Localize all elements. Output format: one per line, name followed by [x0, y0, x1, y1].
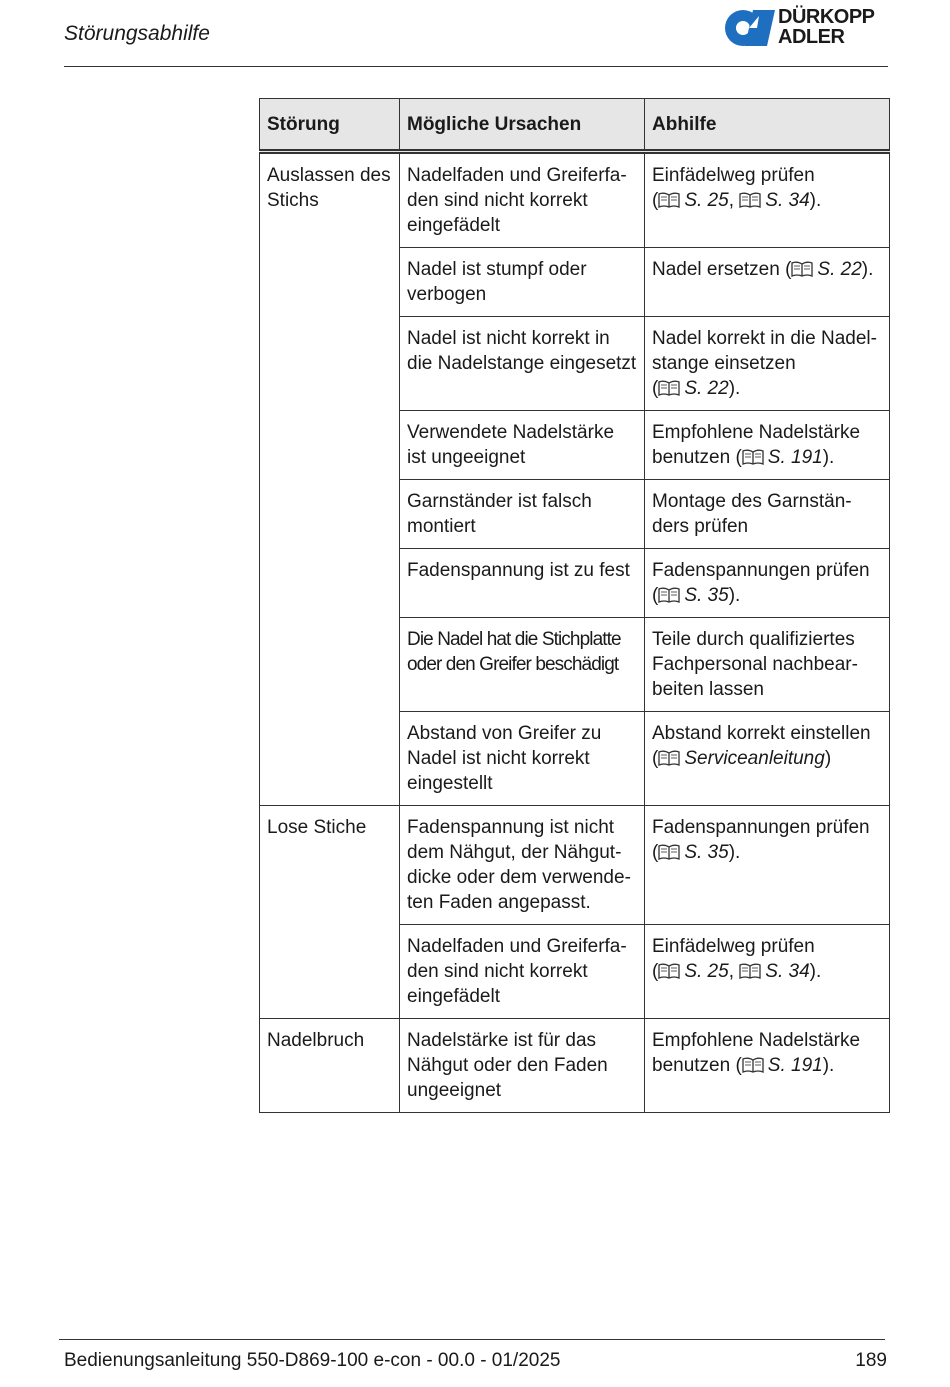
remedy-text: Teile durch qualifiziertes Fachpersonal nachbear-beiten lassen — [652, 629, 858, 700]
cause-cell — [400, 152, 645, 248]
remedy-text: Montage des Garnstän-ders prüfen — [652, 491, 852, 537]
remedy-cell — [645, 712, 890, 806]
brand-logo — [723, 6, 893, 50]
cause-text: Nadel ist nicht korrekt in die Nadelstange eingesetzt — [407, 328, 637, 374]
remedy-cell — [645, 549, 890, 618]
cause-text: Verwendete Nadelstärke ist ungeeignet — [407, 422, 615, 468]
page-reference[interactable]: ( S. 35). — [652, 842, 741, 863]
book-reference-icon — [739, 190, 761, 206]
page-reference[interactable]: ( S. 25, S. 34). — [652, 190, 822, 211]
reference-link[interactable]: S. 35 — [684, 585, 729, 606]
reference-close: ). — [822, 447, 835, 468]
cause-cell — [400, 411, 645, 480]
book-reference-icon — [742, 447, 764, 463]
table-row — [260, 1019, 890, 1113]
cause-text: Nadelstärke ist für das Nähgut oder den Faden ungeeignet — [407, 1030, 608, 1101]
remedy-text: Fadenspannungen prüfen — [652, 817, 870, 838]
remedy-text: Empfohlene Nadelstärke benutzen — [652, 422, 861, 468]
cause-cell — [400, 549, 645, 618]
book-reference-icon — [658, 961, 680, 977]
fault-cell — [260, 806, 400, 1019]
reference-close: ). — [809, 961, 822, 982]
document-title: Bedienungsanleitung 550-D869-100 e-con - 00.0 - 01/2025 — [64, 1350, 561, 1371]
remedy-cell — [645, 925, 890, 1019]
remedy-text: Nadel ersetzen — [652, 259, 780, 280]
cause-text: Fadenspannung ist nicht dem Nähgut, der Nähgut-dicke oder dem verwende-ten Faden angepasst. — [407, 817, 631, 913]
page-reference[interactable]: ( S. 191). — [730, 447, 835, 468]
remedy-cell — [645, 618, 890, 712]
remedy-text: Empfohlene Nadelstärke benutzen — [652, 1030, 861, 1076]
remedy-text: Abstand korrekt einstellen — [652, 723, 871, 744]
cause-text: Die Nadel hat die Stichplatte oder den Greifer beschädigt — [407, 629, 621, 675]
page-reference[interactable]: ( S. 191). — [730, 1055, 835, 1076]
book-reference-icon — [658, 378, 680, 394]
cause-cell — [400, 618, 645, 712]
reference-link[interactable]: S. 34 — [765, 961, 810, 982]
reference-close: ). — [728, 842, 741, 863]
footer-divider — [59, 1339, 885, 1340]
column-header-fault: Störung — [260, 99, 400, 152]
table-row — [260, 152, 890, 248]
book-reference-icon — [739, 961, 761, 977]
remedy-cell — [645, 411, 890, 480]
remedy-cell — [645, 248, 890, 317]
reference-close: ). — [861, 259, 874, 280]
reference-link[interactable]: S. 22 — [684, 378, 729, 399]
page-reference[interactable]: ( S. 35). — [652, 585, 741, 606]
reference-link[interactable]: S. 22 — [817, 259, 862, 280]
page-reference[interactable]: ( Serviceanleitung) — [652, 748, 832, 769]
section-title: Störungsabhilfe — [64, 22, 210, 45]
cause-cell — [400, 1019, 645, 1113]
cause-cell — [400, 248, 645, 317]
cause-text: Fadenspannung ist zu fest — [407, 560, 630, 581]
remedy-text: Einfädelweg prüfen — [652, 165, 815, 186]
reference-link[interactable]: S. 25 — [684, 961, 729, 982]
reference-link[interactable]: Serviceanleitung — [684, 748, 825, 769]
remedy-text: Fadenspannungen prüfen — [652, 560, 870, 581]
troubleshooting-table — [259, 98, 890, 1113]
cause-text: Nadel ist stumpf oder verbogen — [407, 259, 587, 305]
table-row — [260, 806, 890, 925]
page-reference[interactable]: ( S. 22). — [779, 259, 874, 280]
page-number: 189 — [855, 1350, 887, 1371]
reference-close: ). — [822, 1055, 835, 1076]
cause-cell — [400, 317, 645, 411]
logo-mark-icon — [723, 8, 775, 48]
reference-link[interactable]: S. 25 — [684, 190, 729, 211]
table-header-row — [260, 99, 890, 152]
fault-cell — [260, 152, 400, 806]
remedy-cell — [645, 317, 890, 411]
reference-link[interactable]: S. 34 — [765, 190, 810, 211]
remedy-text: Einfädelweg prüfen — [652, 936, 815, 957]
remedy-cell — [645, 480, 890, 549]
reference-close: ) — [824, 748, 832, 769]
cause-cell — [400, 480, 645, 549]
fault-text: Auslassen des Stichs — [267, 165, 391, 211]
cause-text: Abstand von Greifer zu Nadel ist nicht korrekt eingestellt — [407, 723, 602, 794]
logo-text-line1: DÜRKOPP — [778, 6, 875, 28]
reference-close: ). — [809, 190, 822, 211]
page-reference[interactable]: ( S. 25, S. 34). — [652, 961, 822, 982]
cause-cell — [400, 806, 645, 925]
reference-link[interactable]: S. 191 — [767, 447, 823, 468]
book-reference-icon — [791, 259, 813, 275]
page-reference[interactable]: ( S. 22). — [652, 378, 741, 399]
cause-text: Nadelfaden und Greiferfa-den sind nicht korrekt eingefädelt — [407, 165, 627, 236]
remedy-cell — [645, 1019, 890, 1113]
cause-cell — [400, 712, 645, 806]
logo-text-line2: ADLER — [778, 26, 845, 48]
remedy-text: Nadel korrekt in die Nadel-stange einsetzen — [652, 328, 877, 374]
book-reference-icon — [658, 842, 680, 858]
reference-close: ). — [728, 378, 741, 399]
header-divider — [64, 66, 888, 67]
remedy-cell — [645, 806, 890, 925]
remedy-cell — [645, 152, 890, 248]
reference-link[interactable]: S. 35 — [684, 842, 729, 863]
reference-link[interactable]: S. 191 — [767, 1055, 823, 1076]
cause-text: Garnständer ist falsch montiert — [407, 491, 592, 537]
fault-text: Lose Stiche — [267, 817, 367, 838]
book-reference-icon — [658, 190, 680, 206]
book-reference-icon — [742, 1055, 764, 1071]
cause-text: Nadelfaden und Greiferfa-den sind nicht korrekt eingefädelt — [407, 936, 627, 1007]
fault-cell — [260, 1019, 400, 1113]
column-header-causes: Mögliche Ursachen — [400, 99, 645, 152]
book-reference-icon — [658, 585, 680, 601]
fault-text: Nadelbruch — [267, 1030, 365, 1051]
column-header-remedy: Abhilfe — [645, 99, 890, 152]
reference-close: ). — [728, 585, 741, 606]
cause-cell — [400, 925, 645, 1019]
book-reference-icon — [658, 748, 680, 764]
